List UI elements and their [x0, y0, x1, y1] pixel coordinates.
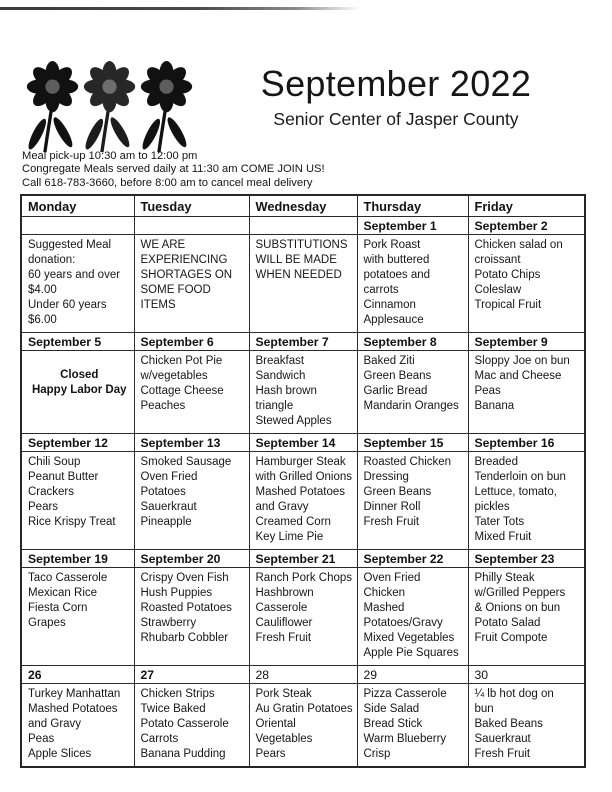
menu-row [21, 351, 585, 434]
scan-artifact-line [0, 7, 360, 10]
menu-cell: WE ARE EXPERIENCING SHORTAGES ON SOME FOOD ITEMS [134, 235, 249, 333]
flowers-graphic [24, 60, 195, 157]
date-cell: September 9 [468, 333, 585, 351]
day-header-cell: Tuesday [134, 195, 249, 217]
menu-cell: Smoked Sausage Oven Fried Potatoes Sauerkraut Pineapple [134, 452, 249, 550]
title-block [235, 64, 557, 130]
calendar-head [21, 195, 585, 217]
menu-cell: Suggested Meal donation: 60 years and over $4.00 Under 60 years $6.00 [21, 235, 134, 333]
menu-row [21, 235, 585, 333]
menu-cell: Turkey Manhattan Mashed Potatoes and Gravy Peas Apple Slices [21, 684, 134, 768]
menu-cell: Chili Soup Peanut Butter Crackers Pears Rice Krispy Treat [21, 452, 134, 550]
page-subtitle: Senior Center of Jasper County [273, 109, 519, 129]
calendar-table [20, 194, 586, 768]
menu-cell: Breakfast Sandwich Hash brown triangle Stewed Apples [249, 351, 357, 434]
menu-row [21, 452, 585, 550]
date-cell: September 6 [134, 333, 249, 351]
date-cell: 30 [468, 666, 585, 684]
date-cell [249, 217, 357, 235]
date-cell: September 20 [134, 550, 249, 568]
day-header-cell: Monday [21, 195, 134, 217]
menu-row [21, 684, 585, 768]
date-row [21, 550, 585, 568]
date-cell: September 13 [134, 434, 249, 452]
date-cell: September 21 [249, 550, 357, 568]
flower-icon [138, 60, 195, 157]
date-cell: September 22 [357, 550, 468, 568]
info-line-cancel: Call 618-783-3660, before 8:00 am to cancel meal delivery [22, 176, 313, 189]
info-block [22, 150, 325, 190]
date-cell: September 14 [249, 434, 357, 452]
date-row [21, 333, 585, 351]
menu-cell: Pizza Casserole Side Salad Bread Stick Warm Blueberry Crisp [357, 684, 468, 768]
date-cell: September 12 [21, 434, 134, 452]
menu-cell: Breaded Tenderloin on bun Lettuce, tomato, pickles Tater Tots Mixed Fruit [468, 452, 585, 550]
menu-cell: Chicken Strips Twice Baked Potato Casserole Carrots Banana Pudding [134, 684, 249, 768]
date-cell: 29 [357, 666, 468, 684]
menu-cell: Oven Fried Chicken Mashed Potatoes/Gravy Mixed Vegetables Apple Pie Squares [357, 568, 468, 666]
flower-icon [81, 60, 138, 157]
menu-cell: Crispy Oven Fish Hush Puppies Roasted Potatoes Strawberry Rhubarb Cobbler [134, 568, 249, 666]
menu-cell: Philly Steak w/Grilled Peppers & Onions on bun Potato Salad Fruit Compote [468, 568, 585, 666]
calendar-body [21, 217, 585, 768]
info-line-pickup: Meal pick-up 10:30 am to 12:00 pm [22, 150, 198, 162]
date-cell: September 8 [357, 333, 468, 351]
date-cell: September 5 [21, 333, 134, 351]
date-row [21, 666, 585, 684]
date-row [21, 434, 585, 452]
date-row [21, 217, 585, 235]
date-cell: 28 [249, 666, 357, 684]
date-cell: 26 [21, 666, 134, 684]
day-header-row [21, 195, 585, 217]
date-cell: September 15 [357, 434, 468, 452]
menu-cell: Pork Roast with buttered potatoes and carrots Cinnamon Applesauce [357, 235, 468, 333]
info-line-congregate: Congregate Meals served daily at 11:30 am COME JOIN US! [22, 163, 325, 176]
date-cell: September 19 [21, 550, 134, 568]
menu-cell: ¼ lb hot dog on bun Baked Beans Sauerkraut Fresh Fruit [468, 684, 585, 768]
menu-cell: Ranch Pork Chops Hashbrown Casserole Cauliflower Fresh Fruit [249, 568, 357, 666]
menu-cell: Sloppy Joe on bun Mac and Cheese Peas Banana [468, 351, 585, 434]
menu-cell: Closed Happy Labor Day [21, 351, 134, 434]
day-header-cell: Wednesday [249, 195, 357, 217]
menu-cell: Roasted Chicken Dressing Green Beans Dinner Roll Fresh Fruit [357, 452, 468, 550]
menu-cell: SUBSTITUTIONS WILL BE MADE WHEN NEEDED [249, 235, 357, 333]
menu-cell: Chicken Pot Pie w/vegetables Cottage Cheese Peaches [134, 351, 249, 434]
menu-cell: Baked Ziti Green Beans Garlic Bread Mandarin Oranges [357, 351, 468, 434]
menu-cell: Pork Steak Au Gratin Potatoes Oriental Vegetables Pears [249, 684, 357, 768]
menu-cell: Hamburger Steak with Grilled Onions Mashed Potatoes and Gravy Creamed Corn Key Lime Pie [249, 452, 357, 550]
date-cell [134, 217, 249, 235]
date-cell: September 2 [468, 217, 585, 235]
flower-icon [24, 60, 81, 157]
date-cell: September 23 [468, 550, 585, 568]
date-cell [21, 217, 134, 235]
day-header-cell: Friday [468, 195, 585, 217]
date-cell: September 7 [249, 333, 357, 351]
menu-row [21, 568, 585, 666]
menu-cell: Taco Casserole Mexican Rice Fiesta Corn Grapes [21, 568, 134, 666]
day-header-cell: Thursday [357, 195, 468, 217]
date-cell: September 16 [468, 434, 585, 452]
date-cell: September 1 [357, 217, 468, 235]
menu-cell: Chicken salad on croissant Potato Chips Coleslaw Tropical Fruit [468, 235, 585, 333]
page-title: September 2022 [260, 63, 532, 104]
date-cell: 27 [134, 666, 249, 684]
